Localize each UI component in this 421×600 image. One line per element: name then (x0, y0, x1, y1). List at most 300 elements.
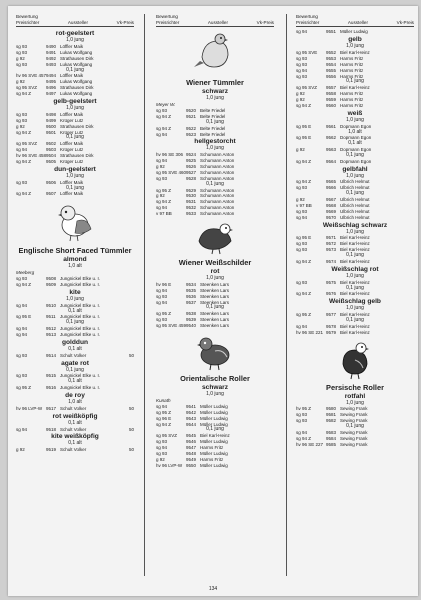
class-title: agate rot (61, 359, 89, 367)
entry-row (156, 463, 274, 469)
exhibitor: Biel Karl-Heinz (340, 329, 370, 335)
price (128, 130, 134, 136)
rating: sg 94 (156, 287, 168, 293)
exhibitor: Schumann Anton (200, 164, 235, 170)
class-section (16, 68, 134, 97)
breed-title: Persische Roller (326, 382, 384, 392)
rating: sg 95 Z (296, 312, 312, 318)
age-sex-label: 0,1 jung (346, 151, 364, 158)
entry-row (156, 211, 274, 217)
exhibitor: Müller Ludwig (200, 409, 228, 415)
entry-number: 9537 (186, 299, 197, 305)
rating: sg 93 (16, 373, 28, 379)
entry-number: 9571 (326, 235, 337, 241)
exhibitor: Schult Volker (60, 352, 87, 358)
entry-number: 9504 (46, 153, 57, 159)
entry-number: 9553 (326, 55, 337, 61)
price (128, 332, 134, 338)
entry-number: 9519 (46, 447, 57, 453)
entry-number: 9526 (186, 164, 197, 170)
exhibitor: Biel Karl-Heinz (340, 85, 370, 91)
class-section (296, 297, 414, 318)
age-sex-label: 0,1 jung (206, 426, 224, 433)
class-section (16, 338, 134, 359)
class-section (296, 191, 414, 220)
entry-number: 9505 (46, 158, 57, 164)
price (408, 280, 414, 286)
rating: sg 94 Z (296, 179, 312, 185)
exhibitor: Schumann Anton (200, 152, 235, 158)
entry-number: 9538 (186, 311, 197, 317)
rating: sg 93 (296, 185, 308, 191)
age-sex-label: 0,1 jung (346, 190, 364, 197)
entry-number: 9541 (186, 403, 197, 409)
exhibitor: Harms Fritz (340, 73, 364, 79)
entry-row (16, 353, 134, 359)
entry-number: 9513 (46, 332, 57, 337)
price (408, 135, 414, 141)
entry-number: 9554 (326, 61, 337, 67)
class-title: dun-geelstert (54, 165, 96, 173)
price (128, 314, 134, 320)
rating: sg 93 (296, 241, 308, 247)
age-sex-label: 1,0 alt (68, 263, 82, 270)
rating: sg 93 (156, 107, 168, 113)
entry-number: 9509 (46, 281, 57, 287)
class-section (296, 153, 414, 165)
class-title: kite weißköpfig (51, 433, 99, 441)
exhibitor: Ulbrich Helmut (340, 197, 370, 203)
entry-number: 9580 (326, 406, 337, 412)
exhibitor: Sewing Frank (340, 441, 368, 447)
exhibitor: Ulbrich Helmut (340, 185, 370, 191)
class-section (16, 379, 134, 391)
entry-number: 9577 (326, 312, 337, 318)
rating: sg 93 (296, 55, 308, 61)
age-sex-label: 0,1 jung (66, 66, 84, 73)
exhibitor: Schumann Anton (200, 205, 235, 211)
entry-number: 9561 (326, 123, 337, 129)
class-section (156, 427, 274, 468)
exhibitor: Krüger Lutz (60, 117, 84, 123)
class-title: Weißschlag schwarz (322, 221, 388, 229)
entry-number: 9501 (46, 129, 57, 135)
rating: hv 96 SVE 458 (16, 153, 46, 159)
exhibitor: Lukas Wolfgang (60, 49, 93, 55)
rating: sg 95 SVZ (16, 85, 38, 91)
exhibitor: Steenken Lars (200, 293, 230, 299)
exhibitor: Sewing Frank (340, 406, 368, 412)
entry-row (16, 159, 134, 165)
exhibitor: Biel Karl-Heinz (340, 247, 370, 253)
age-sex-label: 0,1 jung (206, 180, 224, 187)
rating: sg 95 Z (16, 385, 32, 391)
age-sex-label: 0,1 jung (66, 184, 84, 191)
rating: sg 94 (296, 429, 308, 435)
price (408, 103, 414, 109)
age-sex-label: 1,0 jung (206, 95, 224, 102)
rating: sg 93 (16, 117, 28, 123)
exhibitor: Schumann Anton (200, 169, 235, 175)
price (408, 215, 414, 221)
exhibitor: Harms Fritz (340, 61, 364, 67)
rating: sg 94 (16, 147, 28, 153)
rating: hv 95 Z (296, 406, 312, 412)
entry-number: 9565 (326, 179, 337, 185)
rating: hv 96 SE 306 (156, 152, 184, 158)
class-section (16, 391, 134, 412)
entry-number: 9533 (186, 211, 197, 217)
class-title: gelb (348, 36, 362, 44)
exhibitor: Ulbrich Helmut (340, 179, 370, 185)
entry-number: 9498 (46, 111, 57, 117)
breed-title: Wiener Weißschilder (178, 258, 252, 268)
rating: sg 93 (156, 450, 168, 456)
entry-row (296, 330, 414, 336)
exhibitor: Krüger Lutz (60, 158, 84, 164)
class-title: golddun (62, 338, 88, 346)
age-sex-label: 1,0 jung (66, 295, 84, 302)
entry-number: 9555 (326, 67, 337, 73)
exhibitor: Harms Fritz (340, 91, 364, 97)
rating: sg 93 (296, 208, 308, 214)
rating: sg 95 Z (156, 311, 172, 317)
exhibitor: Biel Karl-Heinz (200, 433, 230, 439)
rating: sg 94 (156, 299, 168, 305)
exhibitor: Schumann Anton (200, 187, 235, 193)
entry-number: 9517 (46, 405, 57, 411)
rating: hv 96 SE 221 (296, 329, 324, 335)
age-sex-label: 0,1 jung (346, 252, 364, 259)
price: 50 (128, 352, 134, 358)
breed-title: Englische Short Faced Tümmler (18, 246, 132, 256)
exhibitor: Sewing Frank (340, 429, 368, 435)
entry-number: 9557 (326, 85, 337, 91)
exhibitor: Biel Karl-Heinz (340, 259, 370, 264)
entry-number: 9515 (46, 373, 57, 379)
class-title: schwarz (201, 88, 229, 96)
age-sex-label: 0,1 alt (68, 307, 82, 314)
price (268, 300, 274, 306)
column-1 (16, 14, 134, 580)
class-section (16, 255, 134, 288)
class-section (296, 79, 414, 108)
entry-number: 9556 (326, 73, 337, 79)
price (408, 159, 414, 165)
exhibitor: Harms Fritz (340, 55, 364, 61)
exhibitor: Strathausen Dirk (60, 123, 94, 129)
rating: sg 94 Z (156, 113, 172, 119)
price (408, 185, 414, 191)
exhibitor: Krüger Lutz (60, 129, 84, 135)
price (268, 211, 274, 217)
rating: sg 95 E (296, 235, 312, 241)
entry-number: 9496 (46, 85, 57, 91)
column-2 (156, 14, 274, 580)
rating: sg 94 (16, 332, 28, 337)
entry-number: 9566 (326, 185, 337, 191)
entry-number: 9547 (186, 445, 197, 451)
price (408, 147, 414, 153)
rating: g 92 (296, 97, 305, 103)
rating: g 92 (156, 193, 165, 199)
rating: sg 93 (296, 412, 308, 418)
column-header: Bewertung Preisrichter Aussteller Vk-Preis (296, 14, 414, 27)
entry-number: 9552 (326, 49, 337, 55)
class-title: kite (69, 288, 81, 296)
exhibitor: Jungnickel Elke u. I. (60, 326, 101, 332)
rating: sg 94 Z (296, 291, 312, 297)
entry-number: 9539 (186, 317, 197, 323)
class-title: gelb-geelstert (53, 98, 97, 106)
exhibitor: Jungnickel Elke u. I. (60, 281, 101, 287)
price (268, 323, 274, 329)
rating: sg 94 Z (16, 91, 32, 97)
exhibitor: Löffler Maik (60, 141, 84, 147)
entry-number: 9512 (46, 326, 57, 332)
entry-number: 9527 (186, 169, 197, 175)
entry-number: 9562 (326, 135, 337, 141)
rating: sg 95 Z (156, 409, 172, 415)
exhibitor: Strathausen Dirk (60, 153, 94, 159)
price (128, 159, 134, 165)
rating: hv 96 LVP-W (156, 462, 183, 468)
age-sex-label: 0,1 alt (68, 378, 82, 385)
entry-number: 9506 (46, 179, 57, 185)
class-title: gelbfahl (342, 165, 368, 173)
column-header: Bewertung Preisrichter Aussteller Vk-Preis (16, 14, 134, 27)
entry-row (16, 406, 134, 412)
exhibitor: Jungnickel Elke u. I. (60, 302, 101, 308)
rating: sg 94 Z (16, 191, 32, 197)
exhibitor: Schult Volker (60, 447, 87, 453)
class-section (156, 120, 274, 138)
age-sex-label: 1,0 jung (346, 228, 364, 235)
price (128, 191, 134, 197)
exhibitor: Biel Karl-Heinz (340, 49, 370, 55)
class-section (296, 318, 414, 336)
breed-title: Orientalische Roller (180, 374, 250, 383)
rating: sg 95 Z (156, 187, 172, 193)
price (128, 373, 134, 379)
rating: sg 93 (16, 111, 28, 117)
entry-number: 9531 (186, 199, 197, 205)
rating: sg 94 Z (156, 125, 172, 131)
rating: g 92 (16, 447, 25, 453)
rating: sg 95 SVE 459 (156, 323, 186, 329)
rating: sg 93 (296, 73, 308, 79)
exhibitor: Ulbrich Helmut (340, 202, 370, 208)
exhibitor: Jungnickel Elke u. I. (60, 276, 101, 282)
entry-number: 9548 (186, 450, 197, 456)
exhibitor: Steenken Lars (200, 299, 230, 305)
judge-name: Kunath (156, 397, 171, 403)
class-title: rotfahl (344, 392, 366, 400)
rating: sg 96 E (156, 415, 172, 421)
price (408, 312, 414, 318)
entry-number: 9567 (326, 197, 337, 203)
age-sex-label: 1,0 jung (346, 399, 364, 406)
entry-number: 9499 (46, 117, 57, 123)
rating: sg 95 SVZ (296, 85, 318, 91)
rating: sg 95 E (296, 123, 312, 129)
exhibitor: Steenken Lars (200, 281, 230, 287)
entry-number: 9530 (186, 193, 197, 199)
class-section (16, 29, 134, 67)
rating: sg 93 (16, 352, 28, 358)
entry-number: 9543 (186, 415, 197, 421)
exhibitor: Sewing Frank (340, 412, 368, 418)
class-section (16, 186, 134, 198)
entry-number: 9549 (186, 456, 197, 462)
class-section (156, 182, 274, 217)
exhibitor: Müller Ludwig (200, 421, 228, 427)
age-sex-label: 1,0 jung (346, 272, 364, 279)
price (408, 330, 414, 336)
age-sex-label: 1,0 jung (346, 116, 364, 123)
class-section (156, 87, 274, 120)
age-sex-label: 0,1 jung (206, 118, 224, 125)
entry-number: 9574 (326, 259, 337, 264)
age-sex-label: 1,0 jung (66, 105, 84, 112)
entry-number: 9585 (326, 441, 337, 447)
price: 50 (128, 426, 134, 432)
entry-number: 9540 (186, 323, 197, 329)
rating: sg 93 (16, 61, 28, 67)
rating: hv 96 SE 227 (296, 441, 324, 447)
rating: g 92 (296, 91, 305, 97)
age-sex-label: 0,1 jung (66, 134, 84, 141)
rating: sg 93 (156, 293, 168, 299)
entry-row (296, 442, 414, 448)
age-sex-label: 0,1 alt (68, 345, 82, 352)
rating: g 92 (156, 164, 165, 170)
column-header: Bewertung Preisrichter Aussteller Vk-Preis (156, 14, 274, 27)
age-sex-label: 0,1 alt (68, 419, 82, 426)
age-sex-label: 0,1 jung (346, 284, 364, 291)
exhibitor: Biel Karl-Heinz (340, 235, 370, 241)
age-sex-label: 0,1 jung (66, 319, 84, 326)
exhibitor: Belte Friedel (200, 113, 226, 119)
entry-number: 9546 (186, 439, 197, 445)
exhibitor: Lukas Wolfgang (60, 79, 93, 85)
exhibitor: Biel Karl-Heinz (340, 241, 370, 247)
entry-number: 9573 (326, 247, 337, 253)
rating: sg 94 (156, 445, 168, 451)
exhibitor: Steenken Lars (200, 287, 230, 293)
entry-number: 9520 (186, 107, 197, 113)
entry-number: 9544 (186, 421, 197, 427)
entry-number: 9490 (46, 43, 57, 49)
entry-number: 9542 (186, 409, 197, 415)
entry-number: 9518 (46, 426, 57, 432)
entry-number: 9572 (326, 241, 337, 247)
class-section (156, 305, 274, 329)
rating: sg 93 (296, 61, 308, 67)
entry-number: 9583 (326, 429, 337, 435)
rating: sg 95 SVE 460 (156, 169, 186, 175)
price (408, 418, 414, 424)
rating: g 92 (296, 147, 305, 153)
class-title: rot-geelstert (55, 30, 95, 38)
rating: sg 94 (296, 323, 308, 329)
rating: v 97 BB (156, 211, 172, 217)
class-title: Weißschlag gelb (329, 298, 381, 306)
age-sex-label: 0,1 jung (206, 304, 224, 311)
rating: sg 95 SVE (296, 49, 318, 55)
exhibitor: Sewing Frank (340, 418, 368, 424)
class-section (16, 135, 134, 164)
price (408, 247, 414, 253)
age-sex-label: 0,1 jung (346, 317, 364, 324)
rating: sg 94 Z (156, 421, 172, 427)
rating: sg 94 Z (16, 158, 32, 164)
exhibitor: Lukas Wolfgang (60, 61, 93, 67)
entry-number: 9493 (46, 61, 57, 67)
class-section (296, 253, 414, 265)
rating: hv 96 SVE 457 (16, 73, 46, 79)
entry-number: 9569 (326, 208, 337, 214)
age-sex-label: 1,0 jung (346, 172, 364, 179)
entry-number: 9529 (186, 187, 197, 193)
entry-number: 9525 (186, 158, 197, 164)
class-section (16, 432, 134, 453)
rating: sg 94 (16, 302, 28, 308)
exhibitor: Schumann Anton (200, 199, 235, 205)
rating: sg 94 (296, 29, 308, 35)
rating: g 92 (16, 55, 25, 61)
exhibitor: Dopmann Egon (340, 135, 372, 141)
exhibitor: Müller Ludwig (200, 462, 228, 468)
rating: sg 95 SVZ (156, 433, 178, 439)
exhibitor: Harms Fritz (340, 97, 364, 103)
entry-number: 9582 (326, 418, 337, 424)
rating: hv 96 LVP-W (16, 405, 43, 411)
rating: v 97 BB (296, 202, 312, 208)
exhibitor: Löffler Maik (60, 43, 84, 49)
rating: sg 94 Z (156, 199, 172, 205)
exhibitor: Belte Friedel (200, 125, 226, 131)
age-sex-label: 1,0 jung (206, 145, 224, 152)
pigeon-illustration (193, 219, 237, 255)
entry-number: 9507 (46, 191, 57, 197)
entry-number: 9550 (186, 462, 197, 468)
price (408, 29, 414, 35)
column-divider (144, 14, 145, 576)
class-section (16, 359, 134, 380)
class-title: weiß (347, 109, 363, 117)
entry-number: 9500 (46, 123, 57, 129)
rating: sg 93 (16, 179, 28, 185)
exhibitor: Löffler Maik (60, 179, 84, 185)
class-section (16, 165, 134, 186)
exhibitor: Steenken Lars (200, 323, 230, 329)
class-title: rot weißköpfig (52, 412, 98, 420)
pigeon-illustration (53, 199, 97, 243)
class-title: de roy (65, 392, 85, 400)
entry-number: 9492 (46, 55, 57, 61)
class-section (296, 109, 414, 130)
rating: g 92 (156, 456, 165, 462)
entry-number: 9570 (326, 214, 337, 220)
entry-number: 9536 (186, 293, 197, 299)
rating: sg 93 (156, 317, 168, 323)
rating: sg 95 SVZ (16, 141, 38, 147)
rating: sg 94 (156, 205, 168, 211)
price (268, 114, 274, 120)
price (128, 62, 134, 68)
class-section (296, 165, 414, 192)
